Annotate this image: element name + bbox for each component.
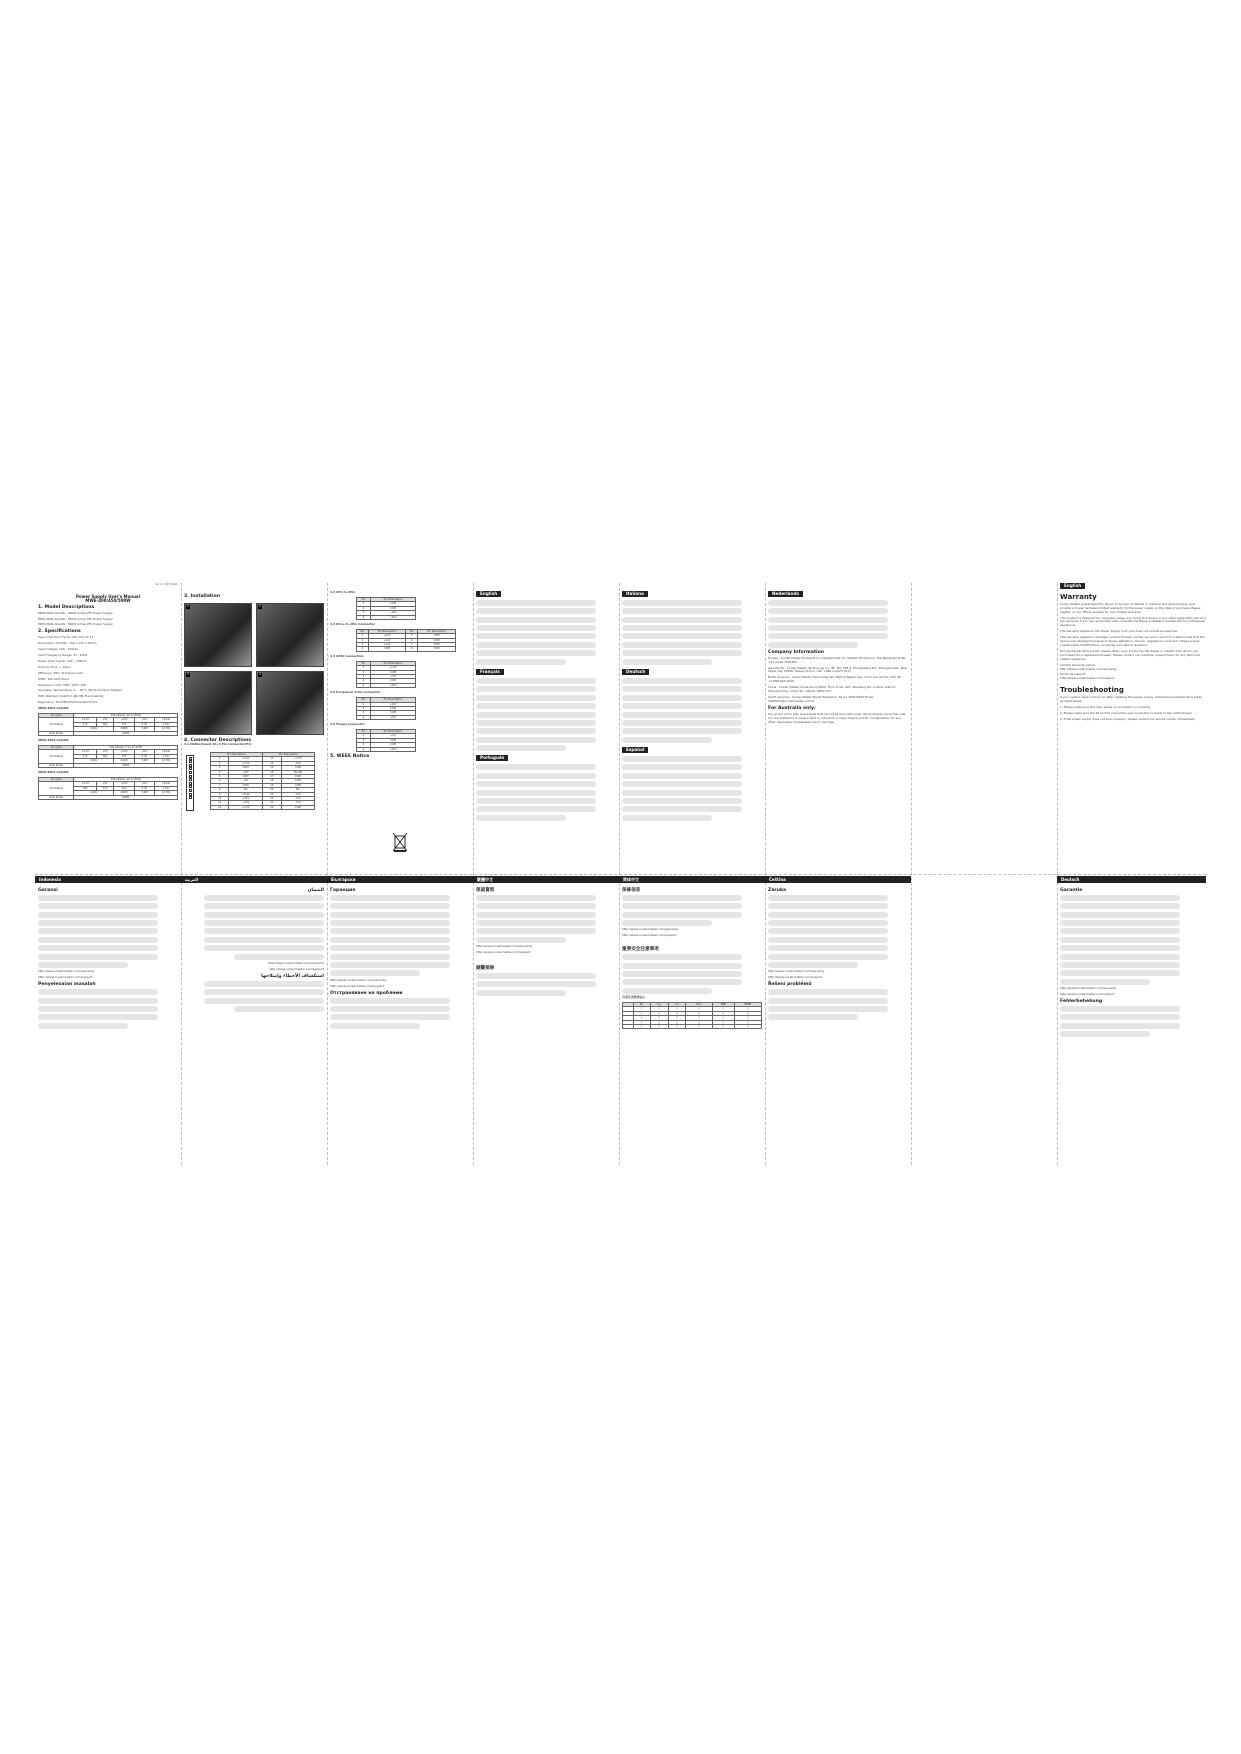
lang-tab-english: English [476, 591, 501, 597]
ac-input-value: 200-240Vac 4A 47-63Hz [74, 777, 178, 781]
p1-pin-table: Pin Description Pin Description 1 +3.3V 13 +3.3V 2 +3.3V 14 -12V 3 COM 15 COM 4 +5V 16 PS-ON 5 COM 17 COM 6 +5V 18 COM 7 COM 19 COM 8 PG 20 NC 9 +5Vsb 21 +5V 10 +12V 22 +5V 11 +12V 23 +5V 12 +3.3V 24 COM [210, 752, 315, 810]
warranty-heading: Гаранция [330, 888, 356, 893]
support-link[interactable]: http://www.coolermaster.com/support [622, 933, 677, 938]
warranty-heading: Záruka [768, 888, 787, 893]
troubleshooting-heading: Troubleshooting [1060, 686, 1124, 695]
warranty-link[interactable]: http://www.coolermaster.com/warranty [1060, 666, 1117, 671]
warranty-heading: Warranty [1060, 592, 1097, 601]
subsection-heading: 4.5 Peripheral 4-Pin Connector [330, 690, 381, 695]
install-photo-2: 2 [256, 603, 324, 667]
spec-item: Protection: OVP / OPP / OTP / SCP [38, 682, 87, 687]
total-power-label: Total Power [39, 731, 74, 735]
amps: 2.5A [154, 722, 177, 726]
support-link[interactable]: http://www.coolermaster.com/support [330, 983, 385, 988]
support-link[interactable]: http://www.coolermaster.com/support [1060, 676, 1115, 681]
combined: 396W [114, 727, 135, 731]
section-heading: 1. Model Descriptions [38, 604, 95, 610]
subsection-heading: 4.4 SATA Connection [330, 653, 364, 658]
pin-value: COM [370, 670, 415, 674]
pin-value: COM [281, 805, 314, 809]
pin-value: -12V [281, 761, 314, 765]
pin-value: PS-ON [281, 770, 314, 774]
model-item: MPW-5002-ACAAW : 500W Active PFC Power Supply [38, 622, 113, 627]
panel-english-warranty [1060, 583, 1206, 874]
install-photo-1: 1 [184, 603, 252, 667]
spec-item: Input Voltage: 200 - 240Vac [38, 647, 79, 652]
combined: 100W [74, 759, 114, 763]
pin-desc-header: Pin Description [211, 753, 263, 757]
warranty-link[interactable]: http://www.coolermaster.com/warranty [622, 927, 679, 932]
company-south-america: South America - Cooler Master Brazil Telephone: 55-11-4562-9920 Email: CONTATO@coolermaster.com.br [768, 695, 874, 703]
pin-value: +12V [370, 611, 415, 615]
spec-item: Dimensions (W/H/D): 150 x 140 x 86mm [38, 641, 97, 646]
pin-value: +5V [370, 675, 415, 679]
pin-value: +12V [370, 747, 415, 751]
pin-desc-header: Pin Description [370, 661, 415, 665]
warranty-text: The warranty applies to damages caused through normal use and is void if it is determined that the device was damaged because of abuse, alteration, misuse, negligence, incorrect voltage supply, unauthorized modifications, accidents and natural disasters. [1060, 635, 1205, 647]
pin-value: COM [370, 602, 415, 606]
dc-output-label: DC Output [39, 750, 74, 763]
weee-bin-icon [390, 831, 410, 853]
pcie-pin-table: Pin Pin Description Pin Pin Description 1 +12V 5 COM 2 +12V 6 COM 3 +12V 7 COM 4 COM 8 COM [356, 629, 456, 652]
spec-item: Efficiency: 85% at Typical Load [38, 670, 83, 675]
p1-connector-graphic [186, 755, 194, 811]
pin-value: +5V [370, 715, 415, 719]
support-link[interactable]: http://www.coolermaster.com/support [476, 950, 531, 955]
ac-input-value: 200-240Vac 3.5A 47-63Hz [74, 745, 178, 749]
section-heading: 2. Specifications [38, 629, 81, 635]
rail: +5Vsb [154, 750, 177, 754]
amps: 2.5A [154, 786, 177, 790]
australia-text: Our goods come with guarantees that cannot be excluded under the Australian Consumer Law. You are entitled to a replacement or refund for a major failure and for compensation for any other reasonably foreseeable loss or damage. [768, 711, 906, 724]
amps: 41A [114, 786, 135, 790]
troubleshooting-step: 3. If the power supply does not work properly, please contact our service center immediately. [1060, 716, 1196, 721]
rail: +3.3V [74, 718, 96, 722]
pin-value: +3.3V [281, 757, 314, 761]
ac-input-label: AC Input [39, 777, 74, 781]
spec-item: MTBF: 100,000 Hours [38, 676, 69, 681]
rail: +3.3V [74, 782, 96, 786]
warranty-label: Limited warranty period: [1060, 662, 1096, 667]
spec-table [38, 777, 178, 800]
spec-table [38, 713, 178, 736]
rail: +12V [114, 750, 135, 754]
cpu-pin-table: Pin Pin Description 1 COM 2 COM 3 +12V 4 +12V [356, 597, 416, 620]
rail: +12V [114, 718, 135, 722]
spec-item: Hold Up Time: > 16ms [38, 664, 71, 669]
lang-bar-simp-chinese: 简体中文 [619, 876, 765, 883]
troubleshooting-heading: استكشاف الأخطاء وإصلاحها [261, 973, 324, 979]
pin-value: +5Vsb [229, 792, 263, 796]
section-heading: 3. Installation [184, 594, 220, 599]
rail: +12V [114, 782, 135, 786]
section-heading: 4. Connector Descriptions [184, 738, 252, 743]
manual-sheet [35, 583, 1206, 1165]
panel-simp-chinese [619, 876, 765, 1167]
spec-item: Type: Intel Form Factor ATX 12V V2.31 [38, 635, 94, 640]
lang-tab-francais: Français [476, 669, 504, 675]
ac-input-label: AC Input [39, 745, 74, 749]
warranty-text: This product is designed for computer usage only. Using this device in any other application will void the warranty. If you are not familiar with computer hardware installation, please ask for professional assistance. [1060, 615, 1206, 628]
rail: -12V [135, 718, 154, 722]
pin-value: +5V [229, 770, 263, 774]
pin-value: +5V [281, 801, 314, 805]
warranty-link[interactable]: http://www.coolermaster.com/warranty [476, 944, 533, 949]
amps: 18A [74, 786, 96, 790]
lang-tab-italiano: Italiano [622, 591, 648, 597]
support-link[interactable]: http://www.coolermaster.com/support [269, 966, 324, 971]
pin-desc-header: Pin Description [368, 629, 406, 633]
lang-tab-portugues: Português [476, 755, 508, 761]
rail: +5V [96, 782, 113, 786]
pin-value: +12V [229, 801, 263, 805]
spec-table [38, 745, 178, 768]
install-photo-4: 4 [256, 671, 324, 735]
amps: 0.3A [135, 786, 154, 790]
lang-bar-deutsch: Deutsch [1057, 876, 1206, 883]
pin-value: +5V [370, 734, 415, 738]
hazard-table: Pb Hg Cd Cr6+ PBB PBDE ○ ○ ○ ○ ○ ○ ○ ○ ○ ○ ○ ○ ○ ○ ○ ○ ○ ○ ○ ○ ○ ○ ○ ○ ○ ○ ○ ○ ○ ○ [622, 1002, 762, 1029]
combined: 492W [114, 791, 135, 795]
amps: 17A [74, 754, 96, 758]
ac-input-label: AC Input [39, 714, 74, 718]
support-link[interactable]: http://www.coolermaster.com/support [1060, 992, 1115, 997]
safety-heading: 重要安全注意事项 [622, 947, 659, 953]
total-power-label: Total Power [39, 763, 74, 767]
pin-value: +5V [229, 779, 263, 783]
pin-desc-header: Pin Description [370, 597, 415, 601]
pin-value: +12V [370, 702, 415, 706]
pin-value: COM [370, 711, 415, 715]
warranty-heading: الضمان [307, 888, 324, 893]
lang-bar-indonesia: Indonesia [35, 876, 181, 883]
pin-desc-header: Pin Description [370, 730, 415, 734]
spec-item: Power Good Signal: 100 ~ 500ms [38, 658, 87, 663]
sata-pin-table: Pin Pin Description 1 +3.3V 2 COM 3 +5V 4 COM 5 +12V [356, 661, 416, 688]
pin-value: COM [370, 606, 415, 610]
combined: 12.5W [154, 759, 177, 763]
amps: 37A [114, 754, 135, 758]
support-label: Technical support: [1060, 672, 1087, 677]
manual-title: Power Supply User's Manual [75, 593, 141, 599]
pin-value: COM [370, 706, 415, 710]
troubleshooting-heading: Řešení problémů [768, 982, 812, 988]
amps: 16A [96, 722, 113, 726]
warranty-text: The warranty applies to the Power Supply Unit, and does not include accessories. [1060, 629, 1178, 634]
panel-indonesia [35, 876, 181, 1167]
section-heading: 5. WEEE Notice [330, 754, 370, 760]
australia-heading: For Australia only: [768, 705, 816, 711]
amps: 2.5A [154, 754, 177, 758]
warranty-heading: 保固資訊 [476, 888, 495, 893]
company-north-america: North America - Cooler Master Technology NA 4820 Schaefer Ave. Chino CA, 91710, USA Tel: +1-888-624-5099 [768, 675, 902, 684]
troubleshooting-heading: 疑難排除 [476, 966, 495, 972]
pin-value: COM [281, 766, 314, 770]
version-label: Ver 1.2 (8/7/2016) [155, 583, 178, 586]
subsection-heading: 4.2 CPU 4+4Pin [330, 590, 356, 594]
panel-company-info [768, 583, 908, 874]
pin-value: +3.3V [229, 757, 263, 761]
pin-value: COM [370, 679, 415, 683]
model-table-title: MPW-4502-ACAAW [38, 738, 69, 743]
support-link[interactable]: http://www.coolermaster.com/support [768, 975, 823, 980]
manual-subtitle: MWE-400/450/500W [85, 597, 131, 603]
troubleshooting-heading: Fehlerbehebung [1060, 999, 1103, 1005]
pin-value: COM [229, 775, 263, 779]
lang-tab-english: English [1060, 583, 1085, 589]
pin-value: +3.3V [229, 805, 263, 809]
amps: 33A [114, 722, 135, 726]
warranty-link[interactable]: http://www.coolermaster.com/warranty [330, 977, 387, 982]
combined: 110W [74, 791, 114, 795]
lang-tab-deutsch: Deutsch [622, 669, 649, 675]
troubleshooting-step: 1. Please make sure the main power is connected on correctly. [1060, 704, 1151, 709]
warranty-heading: Garansi [38, 888, 58, 893]
rail: +5V [96, 750, 113, 754]
warranty-heading: 保修信息 [622, 888, 641, 893]
rail: +3.3V [74, 750, 96, 754]
panel-deutsch [1057, 876, 1206, 1167]
panel-weee-languages [476, 583, 616, 874]
company-china: China - Cooler Master China Room 2062, Floor 6, No. 421, Weiqiang Rd., Jinshan District, Shanghai City, China Tel: +86-21-55857377 [768, 685, 897, 694]
amps: 16A [96, 754, 113, 758]
company-asia: Asia Pacific - Cooler Master Technology Inc. 8F., No. 788-1, Zhongzheng Rd., Zhonghe Dist., New Taipei City 23586, Taiwan (R.O.C.) Tel: +886-2-2225-3517 [768, 665, 908, 674]
pin-desc-header: Pin Description [370, 698, 415, 702]
pin-value: NC [281, 788, 314, 792]
combined: 444W [114, 759, 135, 763]
model-item: MPW-4502-ACAAW : 450W Active PFC Power Supply [38, 616, 113, 621]
panel-trad-chinese [473, 876, 619, 1167]
troubleshooting-intro: If your system does not turn on after installing the power supply, follow the troubleshooting guide as listed below: [1060, 695, 1202, 704]
amps: 17A [96, 786, 113, 790]
pin-value: +5V [281, 797, 314, 801]
amps: 0.3A [135, 722, 154, 726]
combined: 3.6W [135, 727, 154, 731]
rail: +5V [96, 718, 113, 722]
ac-input-value: 200-240Vac 3A 47-63Hz [74, 714, 178, 718]
troubleshooting-step: 2. Please make sure the P1 and P2 connectors are connected correctly to the motherboard. [1060, 710, 1193, 715]
panel-connectors [330, 583, 470, 874]
subsection-heading: 4.1 Motherboard 20+4 Pin Connector(P1) [184, 742, 252, 746]
support-link[interactable]: http://www.coolermaster.com/support [38, 975, 93, 980]
subsection-heading: 4.6 Floppy Connector [330, 722, 365, 727]
combined: 12.5W [154, 727, 177, 731]
fold-line-horizontal [35, 874, 1206, 875]
pin-value: COM [229, 783, 263, 787]
total-power: 400W [74, 731, 178, 735]
pin-desc-header: Pin Description [262, 753, 314, 757]
total-power: 500W [74, 795, 178, 799]
warranty-heading: Garantie [1060, 888, 1083, 893]
combined: 3.6W [135, 759, 154, 763]
warranty-text: Cooler Master guarantees this device to be free of defects in material and workmanship, and provide a 5-year hardware limited warranty for the power supply on the date of purchase. Please register on our official website for your limited warranty. [1060, 601, 1201, 614]
combined: 3.6W [135, 791, 154, 795]
pin-value: COM [370, 738, 415, 742]
pin-value: COM [370, 743, 415, 747]
model-table-title: MPW-5002-ACAAW [38, 770, 69, 774]
lang-bar-bulgarian: Български [327, 876, 473, 883]
spec-item: PCB: Standard UL94V-0 (94-HB) Flammability [38, 694, 104, 699]
warranty-link[interactable]: http://www.coolermaster.com/warranty [38, 969, 95, 974]
warranty-link[interactable]: http://www.coolermaster.com/warranty [267, 961, 324, 966]
pin-value: +5V [281, 792, 314, 796]
pin-value: COM [281, 779, 314, 783]
panel-weee-languages-2 [622, 583, 762, 874]
company-europe: Europe - Cooler Master Europe B.V. Lodewijkstraat 1A, 5652AC Eindhoven, The Netherlands Tel: +31-(0)40-7516300 [768, 655, 907, 664]
warranty-link[interactable]: http://www.coolermaster.com/warranty [768, 969, 825, 974]
install-photo-3: 3 [184, 671, 252, 735]
lang-bar-arabic: العربية [181, 876, 327, 883]
panel-bulgarian [327, 876, 473, 1167]
total-power-label: Total Power [39, 795, 74, 799]
panel-model-specs [38, 583, 178, 874]
troubleshooting-heading: Отстраняване на проблеми [330, 990, 403, 996]
warranty-text: During the warranty period, please return your product to the dealer or retailer from whom you purchased for a replacement/repair. Please contact our customer support team for any technical related questions. [1060, 648, 1200, 661]
panel-cestina [765, 876, 911, 1167]
spec-item: Operation Temperature: 0 ~ 40°C (Nominal Input Voltage) [38, 688, 123, 693]
pin-value: COM [281, 783, 314, 787]
pin-value: +12V [370, 683, 415, 687]
model-table-title: MPW-4002-ACAAW [38, 706, 69, 711]
dc-output-label: DC Output [39, 718, 74, 731]
lang-bar-cestina: Čeština [765, 876, 911, 883]
pin-value: COM [281, 775, 314, 779]
pin-value: PG [229, 788, 263, 792]
pin-value: +3.3V [370, 666, 415, 670]
combined: 100W [74, 727, 114, 731]
panel-arabic [181, 876, 327, 1167]
hazard-table-title: 有毒有害物质标示 [622, 995, 646, 1000]
pin-desc-header: Pin Description [418, 629, 456, 633]
lang-bar-trad-chinese: 繁體中文 [473, 876, 619, 883]
total-power: 450W [74, 763, 178, 767]
company-heading: Company Information [768, 649, 825, 655]
peripheral-pin-table: Pin Pin Description 1 +12V 2 COM 3 COM 4 +5V [356, 697, 416, 720]
rail: -12V [135, 782, 154, 786]
lang-tab-espanol: Español [622, 747, 648, 753]
spec-item: Regulatory: TUV/CB/CE/CCC/ICAR/cTUVus [38, 700, 98, 705]
floppy-pin-table: Pin Pin Description 1 +5V 2 COM 3 COM 4 +12V [356, 729, 416, 752]
pin-value: +12V [370, 615, 415, 619]
subsection-heading: 4.3 PCI-e 6+2Pin Connector [330, 621, 375, 626]
pin-value: COM [229, 766, 263, 770]
pin-value: +3.3V [229, 761, 263, 765]
model-item: MPW-4002-ACAAW : 400W Active PFC Power Supply [38, 610, 113, 615]
rail: +5Vsb [154, 718, 177, 722]
panel-blank [914, 583, 1054, 874]
warranty-link[interactable]: http://www.coolermaster.com/warranty [1060, 986, 1117, 991]
troubleshooting-heading: Penyelesaian masalah [38, 982, 96, 988]
rail: +5Vsb [154, 782, 177, 786]
spec-item: Input Frequency Range: 47 - 63Hz [38, 652, 88, 657]
panel-installation [184, 583, 324, 874]
amps: 0.3A [135, 754, 154, 758]
dc-output-label: DC Output [39, 782, 74, 795]
combined: 12.5W [154, 791, 177, 795]
panel-blank-bottom [911, 876, 1057, 1167]
pin-value: +12V [229, 797, 263, 801]
amps: 17A [74, 722, 96, 726]
lang-tab-nederlands: Nederlands [768, 591, 803, 597]
rail: -12V [135, 750, 154, 754]
